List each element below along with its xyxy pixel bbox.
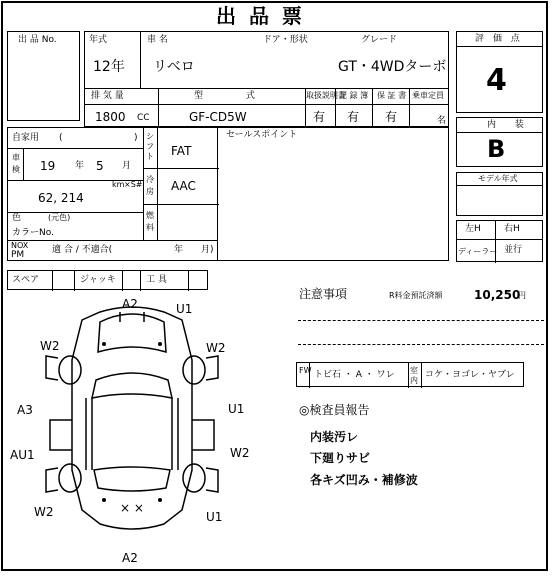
notes-line-2: [298, 344, 544, 345]
mileage-unit-alt: ×S#: [124, 180, 143, 189]
shift-value: FAT: [171, 144, 192, 158]
usage-paren-close: ): [134, 133, 138, 143]
damage-left-door: A3: [17, 403, 33, 417]
sales-point-label: セールスポイント: [226, 130, 298, 140]
inspector-line-3: 各キズ凹み・補修波: [310, 473, 418, 487]
recycle-fee-value: 10,250: [474, 288, 521, 302]
nox-year-unit: 年: [174, 245, 184, 255]
car-name-label: 車 名: [147, 35, 168, 45]
steering-right-label: 右H: [504, 224, 520, 234]
ac-label: 冷房: [146, 175, 154, 196]
displacement-value: 1800: [95, 110, 126, 124]
inspection-month: 5: [96, 159, 104, 173]
usage-label: 自家用: [12, 133, 40, 143]
color-label: 色: [12, 213, 22, 223]
original-color-label: (元色): [48, 213, 71, 222]
interior-label: 内 装: [487, 120, 532, 130]
car-name-value: リベロ: [153, 59, 195, 75]
grade-label: グレード: [361, 35, 398, 45]
records-value: 有: [347, 110, 360, 124]
steering-left-label: 左H: [465, 224, 481, 234]
inspection-year: 19: [40, 159, 56, 173]
recycle-fee-label: R料金預託済額: [389, 291, 443, 300]
displacement-label: 排 気 量: [91, 91, 124, 101]
rating-label: 評 価 点: [475, 34, 523, 44]
records-label: 記 録 簿: [339, 91, 369, 100]
model-value: GF-CD5W: [189, 110, 247, 124]
damage-right-door: U1: [228, 402, 245, 416]
model-year-label: モデル年式: [478, 174, 518, 183]
legend-fw: FW: [299, 366, 312, 375]
capacity-unit: 名: [437, 116, 447, 126]
nox-month-unit: 月): [201, 245, 214, 255]
mileage-unit-km: km: [112, 180, 125, 189]
fuel-label: 燃料: [146, 211, 154, 232]
manual-value: 有: [313, 110, 326, 124]
year-value: 12年: [93, 59, 125, 75]
equipment-spare: スペア: [12, 275, 40, 285]
warranty-value: 有: [385, 110, 398, 124]
shift-label: シフト: [146, 132, 154, 161]
legend-fw-text: トビ石 ・ A ・ ワレ: [314, 370, 395, 380]
damage-left-rear-door: AU1: [10, 448, 35, 462]
pm-label: PM: [11, 250, 25, 260]
nox-label: NOX: [11, 241, 29, 250]
year-label: 年式: [89, 35, 108, 45]
door-shape-label: ドア・形状: [263, 35, 308, 45]
equipment-tools: 工 具: [146, 275, 167, 285]
lot-number-label: 出 品 No.: [18, 35, 57, 45]
model-label: 型 式: [194, 91, 275, 101]
damage-rear: A2: [122, 551, 138, 565]
inspector-line-2: 下廻りサビ: [310, 451, 371, 465]
inspector-line-1: 内装汚レ: [310, 430, 359, 444]
grade-value: GT・4WDターボ: [338, 59, 447, 75]
notes-line-1: [298, 320, 544, 321]
warranty-label: 保 証 書: [377, 91, 407, 100]
recycle-fee-unit: 円: [518, 291, 526, 300]
sheet-title: 出 品 票: [216, 4, 305, 28]
color-no-label: カラーNo.: [12, 228, 54, 238]
damage-right-rear: U1: [206, 510, 223, 524]
damage-left-front: W2: [40, 339, 60, 353]
notes-label: 注意事項: [299, 287, 348, 301]
rating-value: 4: [486, 63, 507, 98]
capacity-label: 乗車定員: [412, 91, 444, 100]
interior-value: B: [487, 135, 506, 163]
inspection-label: 車検: [12, 153, 20, 174]
usage-paren-open: (: [59, 133, 63, 143]
legend-interior-tag: 室内: [410, 366, 418, 385]
damage-trunk-marks: × ×: [120, 501, 144, 515]
mileage-value: 62, 214: [38, 191, 84, 205]
manual-label: 取扱説明書: [306, 91, 346, 100]
damage-right-front-top: U1: [176, 302, 193, 316]
damage-front: A2: [122, 297, 138, 311]
ac-value: AAC: [171, 179, 196, 193]
damage-left-rear: W2: [34, 505, 54, 519]
legend-interior-text: コケ・ヨゴレ・ヤブレ: [425, 370, 515, 380]
nox-compliance: 適 合 / 不適合(: [52, 245, 113, 255]
damage-legend: [296, 362, 524, 387]
dealer-label: ディーラー: [458, 247, 498, 256]
inspection-year-unit: 年: [75, 161, 85, 171]
equipment-jack: ジャッキ: [80, 275, 116, 285]
inspection-month-unit: 月: [122, 161, 132, 171]
import-type-value: 並行: [504, 245, 523, 255]
inspector-report-label: ◎検査員報告: [299, 403, 370, 417]
displacement-unit: CC: [137, 113, 150, 123]
damage-right-front: W2: [206, 341, 226, 355]
damage-right-rear-door: W2: [230, 446, 250, 460]
